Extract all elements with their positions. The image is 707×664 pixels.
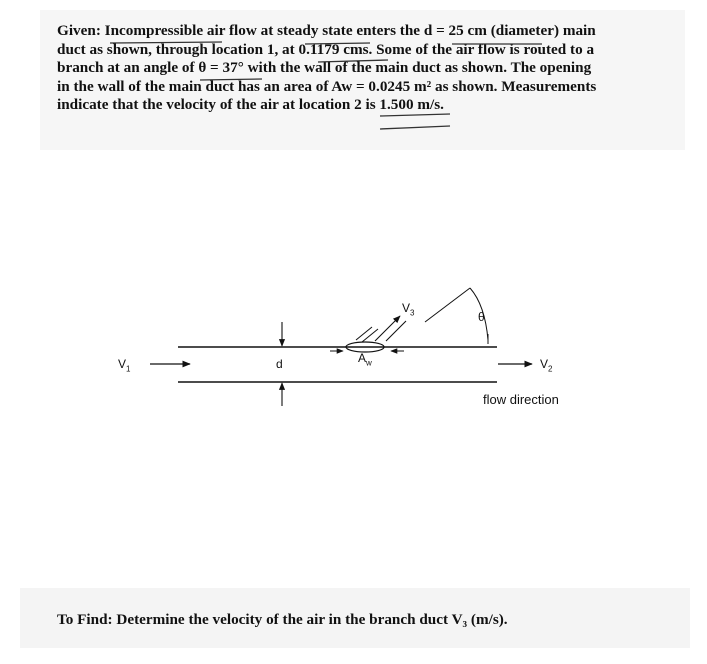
v1-label: $V_1$ (118, 357, 131, 374)
branch-hatch-1 (356, 327, 372, 340)
branch-arrow-2 (386, 321, 406, 341)
handwritten-underlines (110, 42, 542, 129)
given-line-1: Given: Incompressible air flow at steady state enters the d = 25 cm (diameter) main (57, 22, 596, 39)
d-label: d (276, 357, 283, 371)
aw-label: $A_w$ (358, 351, 372, 368)
branch-arrow-1 (375, 316, 400, 341)
given-line-3: branch at an angle of θ = 37° with the wall of the main duct as shown. The opening (57, 59, 592, 76)
given-line-5: indicate that the velocity of the air at location 2 is 1.500 m/s. (57, 96, 444, 113)
theta-label: θ (478, 310, 485, 324)
given-line-2: duct as shown, through location 1, at 0.1179 cms. Some of the air flow is routed to a (57, 40, 595, 58)
given-line-4: in the wall of the main duct has an area of Aw = 0.0245 m² as shown. Measurements (57, 77, 597, 95)
to-find-statement: To Find: Determine the velocity of the air in the branch duct V₃ (m/s). (57, 611, 508, 628)
branch-centerline (425, 288, 470, 322)
flow-direction-label: flow direction (483, 392, 559, 407)
v3-label: $V_3$ (402, 301, 415, 318)
v2-label: $V_2$ (540, 357, 553, 374)
